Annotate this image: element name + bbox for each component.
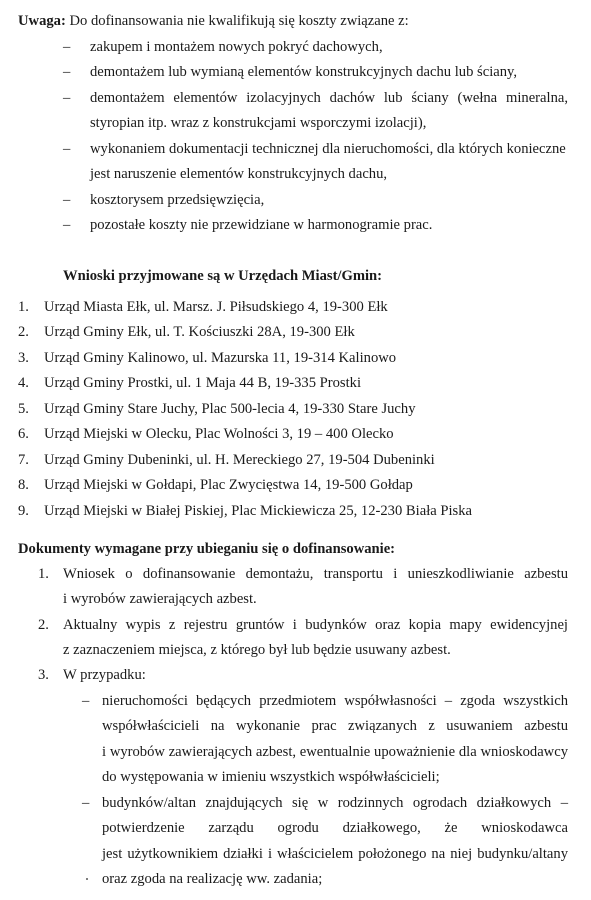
note-item: pozostałe koszty nie przewidziane w harmonogramie prac. <box>90 217 433 233</box>
office-item: Urząd Miejski w Olecku, Plac Wolności 3, 19 – 400 Olecko <box>44 426 394 442</box>
office-item: Urząd Gminy Prostki, ul. 1 Maja 44 B, 19-335 Prostki <box>44 375 361 391</box>
dash-marker: – <box>63 39 71 55</box>
document-item: W przypadku: <box>63 667 146 683</box>
dash-marker: – <box>63 64 71 80</box>
sub-item-cont: potwierdzenie zarządu ogrodu działkowego, że wnioskodawca <box>102 820 568 836</box>
documents-heading: Dokumenty wymagane przy ubieganiu się o dofinansowanie: <box>18 541 396 557</box>
list-number: 1. <box>38 566 49 582</box>
dash-marker: – <box>63 192 71 208</box>
sub-item-cont: współwłaścicieli na wykonanie prac związanych z usuwaniem azbestu <box>102 718 568 734</box>
list-number: 3. <box>38 667 49 683</box>
sub-item-cont: do występowania w imieniu wszystkich współwłaścicieli; <box>102 769 440 785</box>
note-item-cont: jest naruszenie elementów konstrukcyjnych dachu, <box>90 166 388 182</box>
document-item-cont: z zaznaczeniem miejsca, z którego był lub będzie usuwany azbest. <box>63 642 451 658</box>
document-item: Aktualny wypis z rejestru gruntów i budynków oraz kopia mapy ewidencyjnej <box>63 617 568 633</box>
sub-item-cont: jest użytkownikiem działki i właścicielem położonego na niej budynku/altany <box>102 846 568 862</box>
list-number: 2. <box>18 324 29 340</box>
offices-heading: Wnioski przyjmowane są w Urzędach Miast/Gmin: <box>63 268 383 284</box>
list-number: 8. <box>18 477 29 493</box>
list-number: 2. <box>38 617 49 633</box>
sub-item: budynków/altan znajdujących się w rodzinnych ogrodach działkowych – <box>102 795 568 811</box>
sub-item: nieruchomości będących przedmiotem współwłasności – zgoda wszystkich <box>102 693 568 709</box>
office-item: Urząd Gminy Kalinowo, ul. Mazurska 11, 19-314 Kalinowo <box>44 350 397 366</box>
note-item-cont: styropian itp. wraz z konstrukcjami wsporczymi izolacji), <box>90 115 427 131</box>
dash-marker: – <box>82 795 90 811</box>
note-item: demontażem elementów izolacyjnych dachów lub ściany (wełna mineralna, <box>90 90 568 106</box>
list-number: 1. <box>18 299 29 315</box>
dash-marker: – <box>82 693 90 709</box>
dash-marker: – <box>63 141 71 157</box>
document-item: Wniosek o dofinansowanie demontażu, transportu i unieszkodliwianie azbestu <box>63 566 568 582</box>
sub-item-cont: oraz zgoda na realizację ww. zadania; <box>102 871 323 887</box>
office-item: Urząd Miasta Ełk, ul. Marsz. J. Piłsudskiego 4, 19-300 Ełk <box>44 299 388 315</box>
list-number: 9. <box>18 503 29 519</box>
list-number: 5. <box>18 401 29 417</box>
document-item-cont: i wyrobów zawierających azbest. <box>63 591 257 607</box>
office-item: Urząd Gminy Dubeninki, ul. H. Mereckiego 27, 19-504 Dubeninki <box>44 452 435 468</box>
dash-marker: – <box>63 217 71 233</box>
scan-speck <box>86 878 88 880</box>
list-number: 4. <box>18 375 29 391</box>
list-number: 6. <box>18 426 29 442</box>
note-item: kosztorysem przedsięwzięcia, <box>90 192 265 208</box>
office-item: Urząd Miejski w Białej Piskiej, Plac Mickiewicza 25, 12-230 Biała Piska <box>44 503 473 519</box>
office-item: Urząd Gminy Ełk, ul. T. Kościuszki 28A, 19-300 Ełk <box>44 324 355 340</box>
dash-marker: – <box>63 90 71 106</box>
note-item: wykonaniem dokumentacji technicznej dla nieruchomości, dla których konieczne <box>90 141 566 157</box>
note-label: Uwaga: <box>18 13 66 29</box>
note-intro <box>18 12 409 30</box>
office-item: Urząd Miejski w Gołdapi, Plac Zwycięstwa 14, 19-500 Gołdap <box>44 477 413 493</box>
note-item: demontażem lub wymianą elementów konstrukcyjnych dachu lub ściany, <box>90 64 518 80</box>
office-item: Urząd Gminy Stare Juchy, Plac 500-lecia 4, 19-330 Stare Juchy <box>44 401 416 417</box>
note-item: zakupem i montażem nowych pokryć dachowych, <box>90 39 383 55</box>
list-number: 3. <box>18 350 29 366</box>
sub-item-cont: i wyrobów zawierających azbest, ewentualnie upoważnienie dla wnioskodawcy <box>102 744 568 760</box>
note-text: Do dofinansowania nie kwalifikują się koszty związane z: <box>65 13 409 29</box>
list-number: 7. <box>18 452 29 468</box>
